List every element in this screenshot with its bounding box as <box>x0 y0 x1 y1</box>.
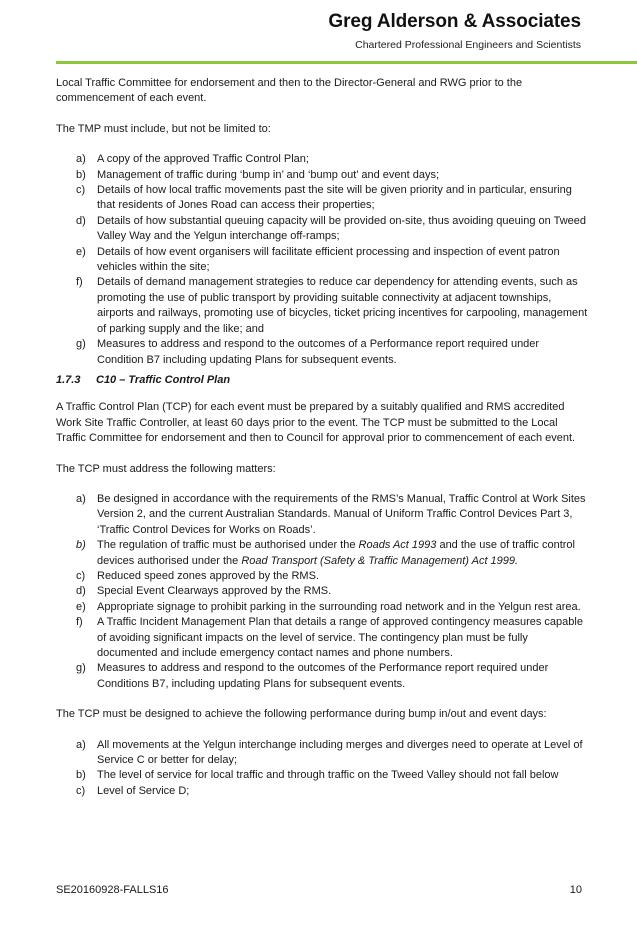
list-label: c) <box>76 569 86 582</box>
list-text: Details of how event organisers will facilitate efficient processing and inspection of event patron vehicles within the site; <box>97 245 560 274</box>
performance-intro: The TCP must be designed to achieve the following performance during bump in/out and event days: <box>56 708 547 721</box>
list-item <box>76 538 588 569</box>
list-text-part: and the use of traffic control devices authorised under the <box>97 539 575 567</box>
list-label: f) <box>76 616 83 629</box>
document-body <box>56 76 588 799</box>
act-name: Road Transport (Safety & Traffic Management) Act 1999. <box>241 554 519 567</box>
list-text: Be designed in accordance with the requirements of the RMS’s Manual, Traffic Control at Work Sites Version 2, and the current Australian Standards. Manual of Uniform Traffic Control Devices Part 3, ‘Traffic Control Devices for Works on Roads’. <box>97 492 586 536</box>
list-label: a) <box>76 492 86 505</box>
list-item <box>76 768 588 783</box>
list-label: b) <box>76 168 86 181</box>
list-text: Details of demand management strategies to reduce car dependency for attending events, such as promoting the use of public transport by providing suitable connectivity at adjacent townships, airports and railways, promoting use of bicycles, ticket pricing incentives for carpooling, management of parking supply and the like; and <box>97 276 588 335</box>
list-item <box>76 183 588 214</box>
tcp-list <box>56 492 588 692</box>
list-text: Details of how substantial queuing capacity will be provided on-site, thus avoiding queuing on Tweed Valley Way and the Yelgun interchange off-ramps; <box>97 214 586 243</box>
page-number: 10 <box>569 884 582 896</box>
list-item <box>76 584 588 599</box>
list-item <box>76 492 588 538</box>
list-text: Level of Service D; <box>97 784 190 797</box>
list-text: A Traffic Incident Management Plan that details a range of approved contingency measures capable of avoiding significant impacts on the level of service. The contingency plan must be fully documented and include emergency contact names and phone numbers. <box>97 616 583 659</box>
list-text: A copy of the approved Traffic Control Plan; <box>97 153 309 166</box>
list-item <box>76 600 588 615</box>
list-text: Reduced speed zones approved by the RMS. <box>97 569 319 582</box>
list-text: All movements at the Yelgun interchange including merges and diverges need to operate at Level of Service C or better for delay; <box>97 738 583 767</box>
page-header <box>0 0 637 64</box>
section-heading <box>56 373 588 388</box>
list-label: d) <box>76 585 86 598</box>
list-label: f) <box>76 276 83 289</box>
list-item <box>76 661 588 692</box>
list-text: Appropriate signage to prohibit parking in the surrounding road network and in the Yelgun rest area. <box>97 600 581 613</box>
list-label: b) <box>76 539 86 552</box>
list-text: Measures to address and respond to the outcomes of a Performance report required under Condition B7 including updating Plans for subsequent events. <box>97 338 540 366</box>
section-title: C10 – Traffic Control Plan <box>96 373 231 386</box>
tcp-paragraph: A Traffic Control Plan (TCP) for each event must be prepared by a suitably qualified and RMS accredited Work Site Traffic Controller, at least 60 days prior to the event. The TCP must be submitted to the Local Traffic Committee for endorsement and then to Council for approval prior to commencement of each event. <box>56 401 576 445</box>
list-item <box>76 275 588 337</box>
list-label: c) <box>76 184 86 197</box>
tmp-intro: The TMP must include, but not be limited to: <box>56 122 271 135</box>
list-label: e) <box>76 245 86 258</box>
section-number: 1.7.3 <box>56 373 81 386</box>
list-item <box>76 615 588 661</box>
document-code: SE20160928-FALLS16 <box>56 884 169 896</box>
list-label: e) <box>76 600 86 613</box>
tcp-intro: The TCP must address the following matters: <box>56 462 276 475</box>
list-label: d) <box>76 214 86 227</box>
performance-list <box>56 738 588 800</box>
list-item <box>76 569 588 584</box>
list-label: a) <box>76 738 86 751</box>
act-name: Roads Act 1993 <box>358 539 437 552</box>
list-item <box>76 168 588 183</box>
list-text: The level of service for local traffic and through traffic on the Tweed Valley should not fall below <box>97 769 559 782</box>
list-item <box>76 337 588 368</box>
list-text: Measures to address and respond to the outcomes of the Performance report required under Conditions B7, including updating Plans for subsequent events. <box>97 662 549 690</box>
list-item <box>76 738 588 769</box>
list-item <box>76 245 588 276</box>
list-text-part: The regulation of traffic must be authorised under the <box>97 539 359 552</box>
list-item <box>76 152 588 167</box>
list-label: g) <box>76 662 86 675</box>
header-rule <box>56 61 637 64</box>
company-tagline: Chartered Professional Engineers and Scientists <box>355 39 581 51</box>
list-text: Details of how local traffic movements past the site will be given priority and in particular, ensuring that residents of Jones Road can access their properties; <box>97 184 572 212</box>
list-label: b) <box>76 769 86 782</box>
list-label: a) <box>76 153 86 166</box>
list-label: c) <box>76 784 86 797</box>
continued-paragraph: Local Traffic Committee for endorsement and then to the Director-General and RWG prior to the commencement of each event. <box>56 77 523 105</box>
list-text: Management of traffic during ‘bump in’ and ‘bump out’ and event days; <box>97 168 440 181</box>
list-item <box>76 784 588 799</box>
tmp-list <box>56 152 588 368</box>
list-item <box>76 214 588 245</box>
list-text: Special Event Clearways approved by the RMS. <box>97 585 332 598</box>
list-label: g) <box>76 338 86 351</box>
company-name: Greg Alderson & Associates <box>328 11 581 32</box>
